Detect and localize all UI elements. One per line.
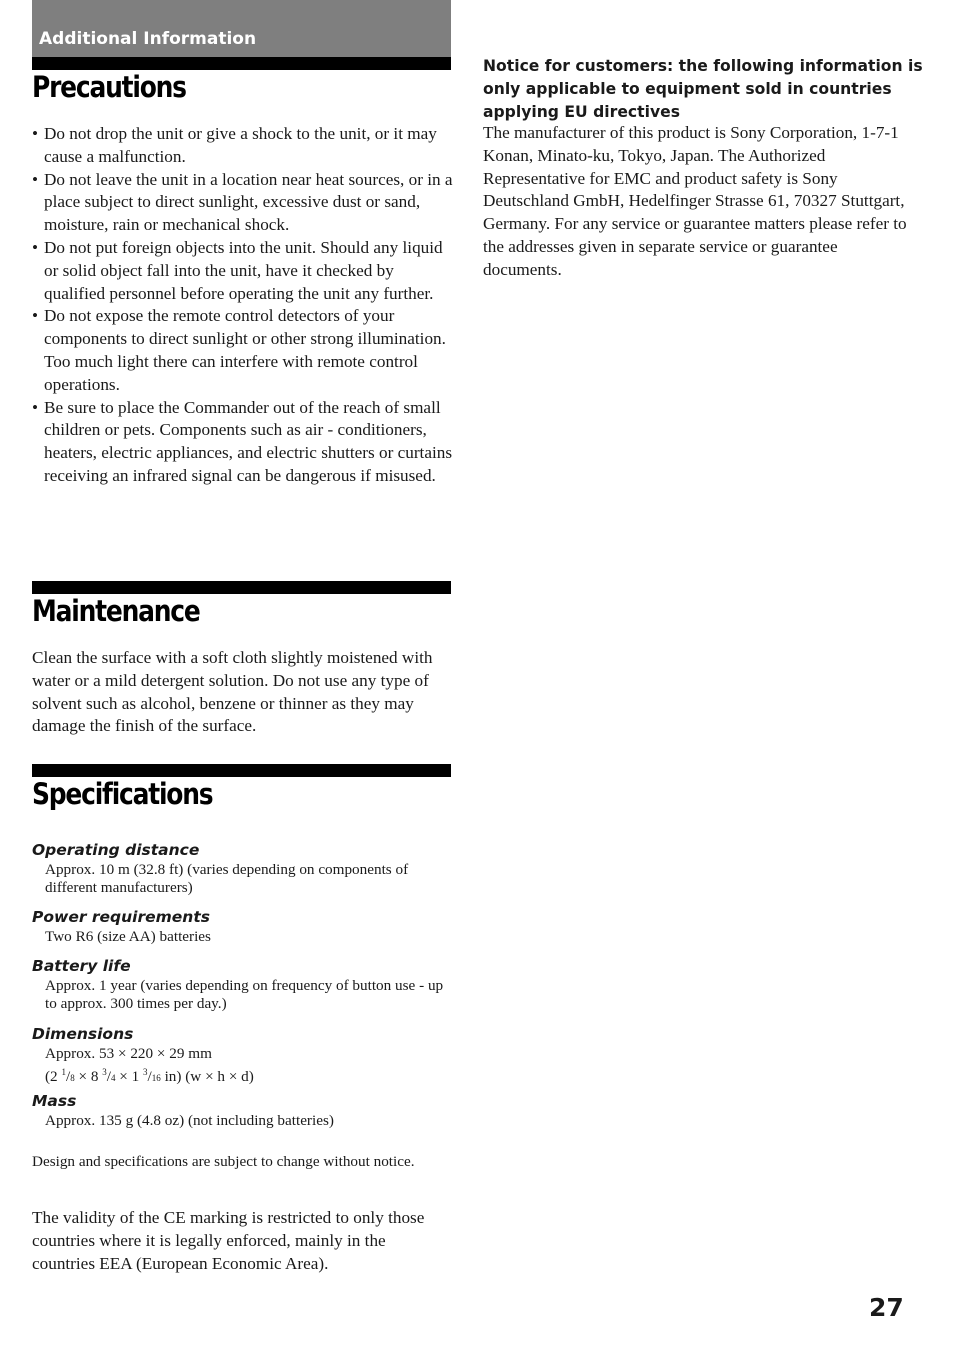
precaution-item: • Do not leave the unit in a location near heat sources, or in a place subject to direct sunlight, excessive dust or sand, moisture, rain or mechanical shock. [32, 169, 457, 237]
dimensions-metric: Approx. 53 × 220 × 29 mm [45, 1045, 212, 1062]
notice-heading: Notice for customers: the following information is only applicable to equipment sold in countries applying EU directives [483, 57, 923, 121]
page-number: 27 [869, 1293, 904, 1322]
notice-body: The manufacturer of this product is Sony Corporation, 1-7-1 Konan, Minato-ku, Tokyo, Japan. The Authorized Representative for EMC and product safety is Sony Deutschland GmbH, Hedelfinger Strasse 61, 70327 Stuttgart, Germany. For any service or guarantee matters please refer to the addresses given in separate service or guarantee documents. [483, 123, 907, 279]
fraction-denominator: 8 [70, 1073, 75, 1084]
precaution-item: • Do not put foreign objects into the unit. Should any liquid or solid object fall into the unit, have it checked by qualified personnel before operating the unit any further. [32, 237, 457, 305]
precaution-item: • Do not drop the unit or give a shock to the unit, or it may cause a malfunction. [32, 123, 457, 169]
spec-term-power: Power requirements [32, 908, 210, 926]
specifications-heading: Specifications [32, 777, 213, 811]
fraction-numerator: 3 [143, 1067, 148, 1078]
dim-text: (2 [45, 1068, 62, 1086]
section-label: Additional Information [39, 29, 257, 49]
spec-desc-operating-distance: Approx. 10 m (32.8 ft) (varies depending on components of different manufacturers) [45, 861, 409, 897]
fraction-denominator: 4 [110, 1073, 116, 1084]
dimensions-imperial: (2 $^1$/8 × 8 $^3$/4 × 1 $^3$/16 in) (w × h × d) [45, 1067, 254, 1086]
spec-term-battery: Battery life [32, 957, 131, 975]
ce-marking-note: The validity of the CE marking is restricted to only those countries where it is legally enforced, mainly in the countries EEA (European Economic Area). [32, 1208, 425, 1273]
spec-disclaimer: Design and specifications are subject to change without notice. [32, 1153, 415, 1170]
maintenance-text: Clean the surface with a soft cloth slightly moistened with water or a mild detergent solution. Do not use any type of solvent such as alcohol, benzene or thinner as they may damage the finish of the surface. [32, 648, 433, 736]
spec-desc-dimensions [45, 1045, 455, 1088]
section-tab-rule [32, 57, 451, 70]
precautions-heading: Precautions [32, 70, 186, 104]
fraction-numerator: 3 [102, 1067, 107, 1078]
dim-text: in) (w × h × d) [160, 1068, 254, 1086]
precautions-list [32, 123, 457, 488]
spec-desc-power: Two R6 (size AA) batteries [45, 928, 211, 945]
fraction-denominator: 16 [151, 1073, 161, 1084]
maintenance-heading: Maintenance [32, 594, 200, 628]
precaution-item: • Do not expose the remote control detectors of your components to direct sunlight or other strong illumination. Too much light there can interfere with remote control operations. [32, 305, 457, 396]
spec-desc-mass: Approx. 135 g (4.8 oz) (not including batteries) [45, 1112, 334, 1129]
maintenance-rule [32, 581, 451, 594]
spec-term-dimensions: Dimensions [32, 1025, 134, 1043]
spec-desc-battery: Approx. 1 year (varies depending on frequency of button use - up to approx. 300 times per day.) [45, 977, 444, 1013]
fraction-numerator: 1 [61, 1067, 66, 1078]
dim-text: × 1 [115, 1068, 144, 1086]
spec-term-mass: Mass [32, 1092, 77, 1110]
specifications-rule [32, 764, 451, 777]
dim-text: × 8 [74, 1068, 103, 1086]
spec-term-operating-distance: Operating distance [32, 841, 200, 859]
section-tab [32, 0, 451, 70]
precaution-item: • Be sure to place the Commander out of the reach of small children or pets. Components such as air - conditioners, heaters, electric appliances, and electric shutters or curtains receiving an infrared signal can be dangerous if misused. [32, 397, 457, 488]
